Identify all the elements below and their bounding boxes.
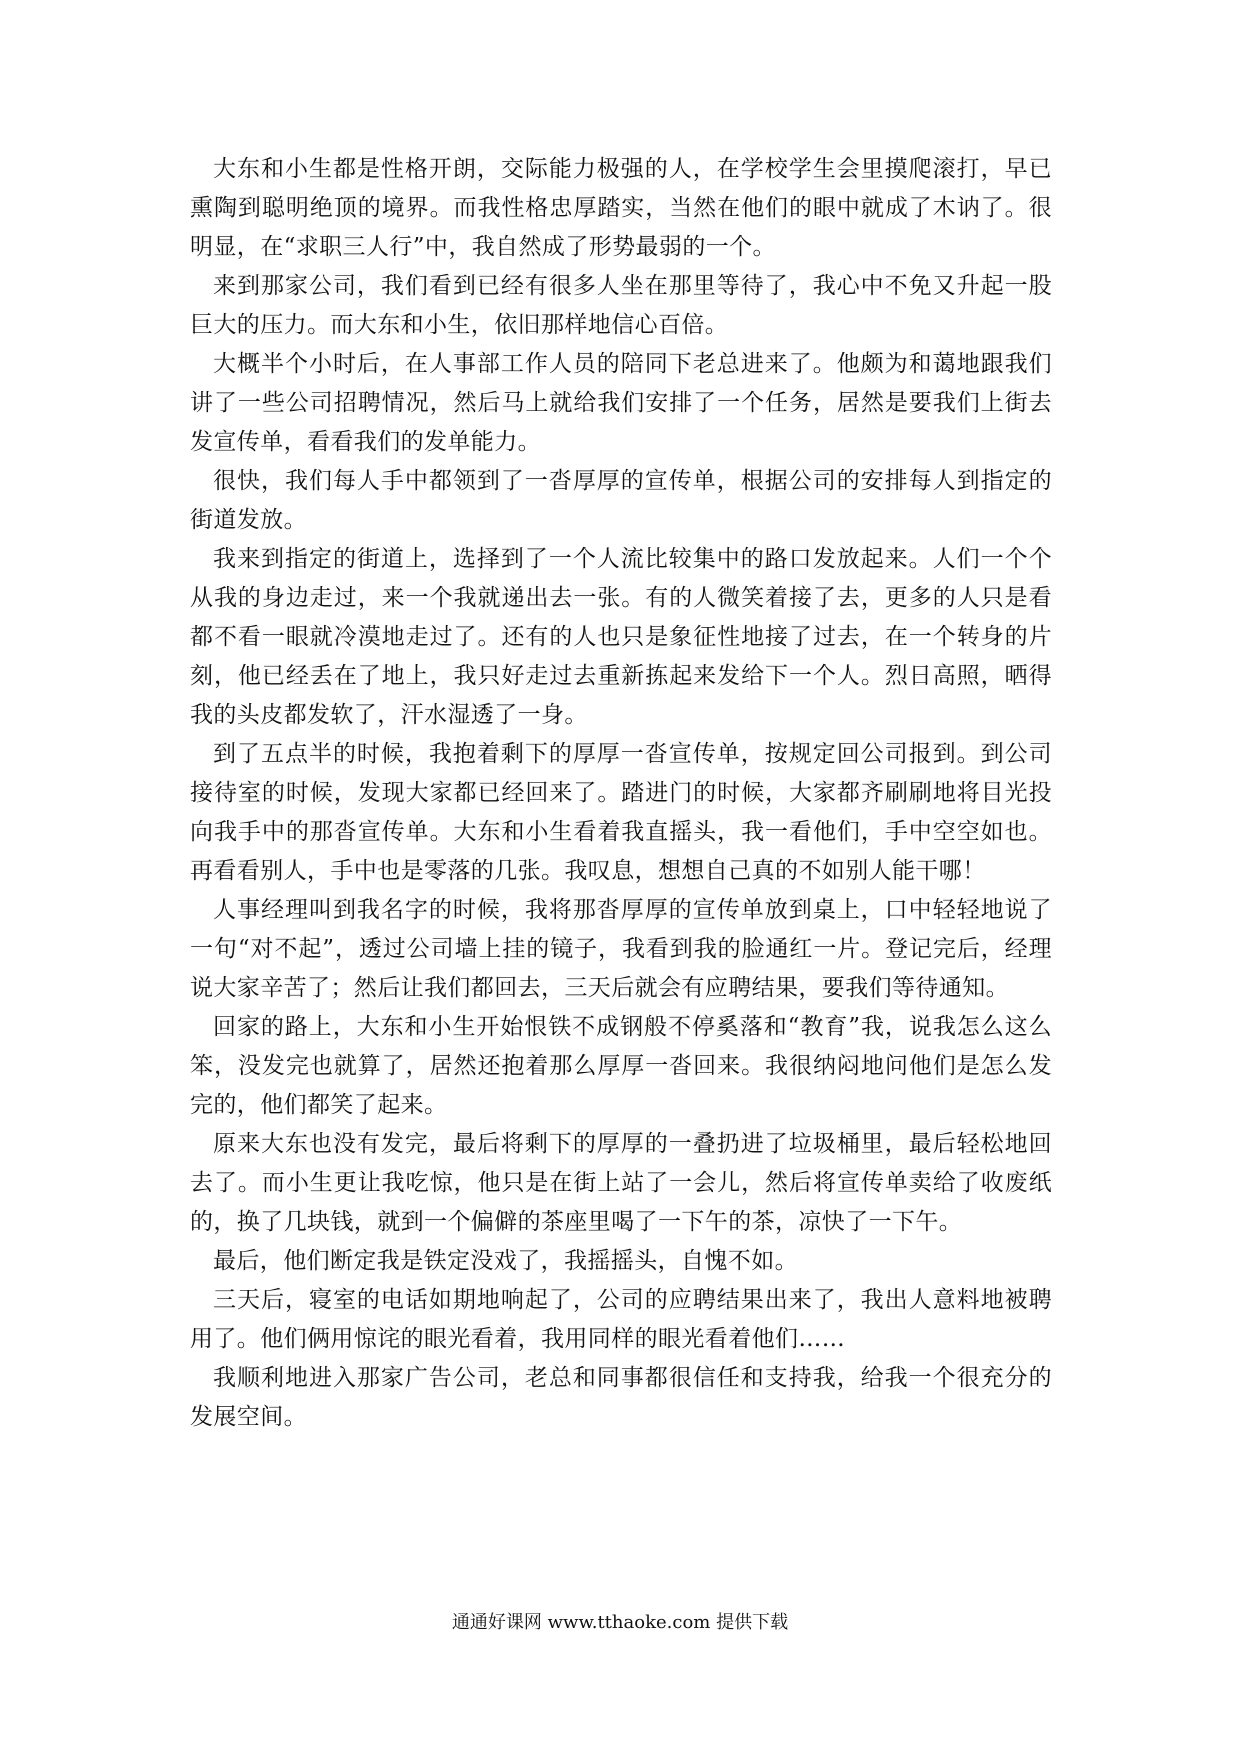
paragraph: 人事经理叫到我名字的时候，我将那沓厚厚的宣传单放到桌上，口中轻轻地说了一句“对不起”，透过公司墙上挂的镜子，我看到我的脸通红一片。登记完后，经理说大家辛苦了；然后让我们都回去，三天后就会有应聘结果，要我们等待通知。	[190, 897, 1052, 1001]
paragraph: 三天后，寝室的电话如期地响起了，公司的应聘结果出来了，我出人意料地被聘用了。他们俩用惊诧的眼光看着，我用同样的眼光看着他们……	[190, 1287, 1052, 1352]
page-footer: 通通好课网 www.tthaoke.com 提供下载	[451, 1612, 789, 1633]
article-body	[190, 150, 1052, 1437]
paragraph: 来到那家公司，我们看到已经有很多人坐在那里等待了，我心中不免又升起一股巨大的压力。而大东和小生，依旧那样地信心百倍。	[190, 273, 1052, 338]
paragraph: 大概半个小时后，在人事部工作人员的陪同下老总进来了。他颇为和蔼地跟我们讲了一些公司招聘情况，然后马上就给我们安排了一个任务，居然是要我们上街去发宣传单，看看我们的发单能力。	[190, 351, 1052, 455]
paragraph: 到了五点半的时候，我抱着剩下的厚厚一沓宣传单，按规定回公司报到。到公司接待室的时候，发现大家都已经回来了。踏进门的时候，大家都齐刷刷地将目光投向我手中的那沓宣传单。大东和小生看着我直摇头，我一看他们，手中空空如也。再看看别人，手中也是零落的几张。我叹息，想想自己真的不如别人能干哪！	[190, 741, 1052, 884]
paragraph: 最后，他们断定我是铁定没戏了，我摇摇头，自愧不如。	[213, 1248, 798, 1274]
paragraph: 我来到指定的街道上，选择到了一个人流比较集中的路口发放起来。人们一个个从我的身边走过，来一个我就递出去一张。有的人微笑着接了去，更多的人只是看都不看一眼就冷漠地走过了。还有的人也只是象征性地接了过去，在一个转身的片刻，他已经丢在了地上，我只好走过去重新拣起来发给下一个人。烈日高照，晒得我的头皮都发软了，汗水湿透了一身。	[190, 546, 1052, 728]
paragraph: 很快，我们每人手中都领到了一沓厚厚的宣传单，根据公司的安排每人到指定的街道发放。	[190, 468, 1052, 533]
paragraph: 我顺利地进入那家广告公司，老总和同事都很信任和支持我，给我一个很充分的发展空间。	[190, 1365, 1052, 1430]
paragraph: 大东和小生都是性格开朗，交际能力极强的人，在学校学生会里摸爬滚打，早已熏陶到聪明绝顶的境界。而我性格忠厚踏实，当然在他们的眼中就成了木讷了。很明显，在“求职三人行”中，我自然成了形势最弱的一个。	[190, 156, 1052, 260]
paragraph: 原来大东也没有发完，最后将剩下的厚厚的一叠扔进了垃圾桶里，最后轻松地回去了。而小生更让我吃惊，他只是在街上站了一会儿，然后将宣传单卖给了收废纸的，换了几块钱，就到一个偏僻的茶座里喝了一下午的茶，凉快了一下午。	[190, 1131, 1052, 1235]
paragraph: 回家的路上，大东和小生开始恨铁不成钢般不停奚落和“教育”我，说我怎么这么笨，没发完也就算了，居然还抱着那么厚厚一沓回来。我很纳闷地问他们是怎么发完的，他们都笑了起来。	[190, 1014, 1052, 1118]
